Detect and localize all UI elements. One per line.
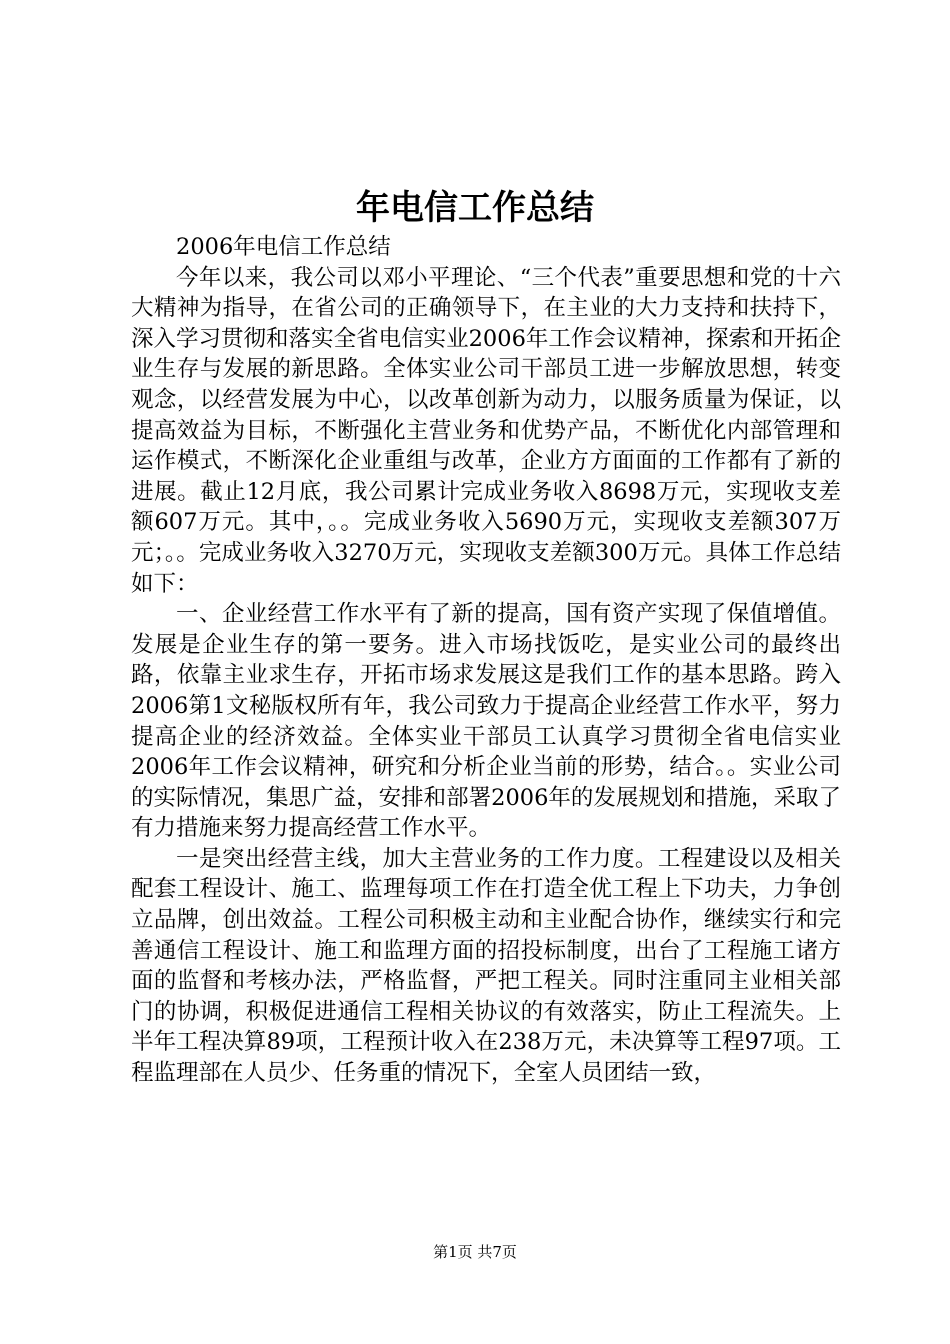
body-paragraph: 一、企业经营工作水平有了新的提高，国有资产实现了保值增值。发展是企业生存的第一要务。进入市场找饭吃，是实业公司的最终出路，依靠主业求生存，开拓市场求发展这是我们工作的基本思路。跨入2006第1文秘版权所有年，我公司致力于提高企业经营工作水平，努力提高企业的经济效益。全体实业干部员工认真学习贯彻全省电信实业2006年工作会议精神，研究和分析企业当前的形势，结合。。实业公司的实际情况，集思广益，安排和部署2006年的发展规划和措施，采取了有力措施来努力提高经营工作水平。 (131, 601, 841, 842)
body-paragraph: 2006年电信工作总结 (176, 234, 391, 260)
document-body (131, 232, 841, 1089)
body-paragraph: 今年以来，我公司以邓小平理论、“三个代表”重要思想和党的十六大精神为指导，在省公司的正确领导下，在主业的大力支持和扶持下，深入学习贯彻和落实全省电信实业2006年工作会议精神，探索和开拓企业生存与发展的新思路。全体实业公司干部员工进一步解放思想，转变观念，以经营发展为中心，以改革创新为动力，以服务质量为保证，以提高效益为目标，不断强化主营业务和优势产品，不断优化内部管理和运作模式，不断深化企业重组与改革，企业方方面面的工作都有了新的进展。截止12月底，我公司累计完成业务收入8698万元，实现收支差额607万元。其中，。。完成业务收入5690万元，实现收支差额307万元；。。完成业务收入3270万元，实现收支差额300万元。具体工作总结如下： (131, 264, 841, 597)
document-title: 年电信工作总结 (356, 188, 594, 228)
body-paragraph: 一是突出经营主线，加大主营业务的工作力度。工程建设以及相关配套工程设计、施工、监理每项工作在打造全优工程上下功夫，力争创立品牌，创出效益。工程公司积极主动和主业配合协作，继续实行和完善通信工程设计、施工和监理方面的招投标制度，出台了工程施工诸方面的监督和考核办法，严格监督，严把工程关。同时注重同主业相关部门的协调，积极促进通信工程相关协议的有效落实，防止工程流失。上半年工程决算89项，工程预计收入在238万元，未决算等工程97项。工程监理部在人员少、任务重的情况下，全室人员团结一致， (131, 845, 841, 1087)
page-footer: 第1页 共7页 (433, 1243, 517, 1261)
